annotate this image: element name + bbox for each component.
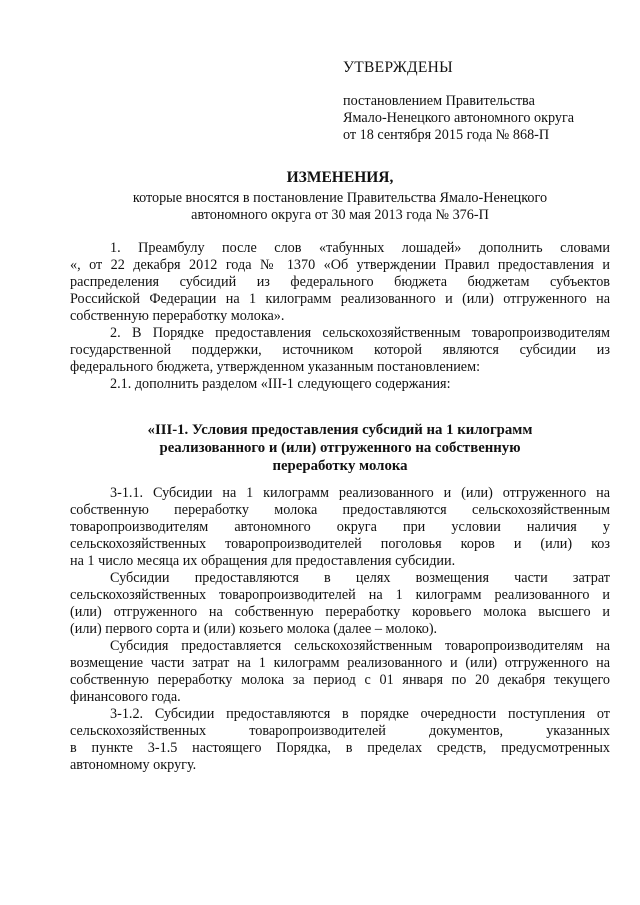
section-title	[70, 421, 610, 475]
document-subtitle	[70, 190, 610, 224]
paragraph-line: возмещение части затрат на 1 килограмм реализованного и (или) отгруженного на	[70, 655, 610, 671]
paragraph-line: автономному округу.	[70, 757, 197, 773]
subtitle-line: которые вносятся в постановление Правительства Ямало-Ненецкого	[132, 190, 548, 206]
paragraph-line: сельскохозяйственных товаропроизводителей документов, указанных	[70, 723, 610, 739]
approval-heading: УТВЕРЖДЕНЫ	[343, 59, 453, 76]
paragraph-line: товаропроизводителям автономного округа при условии наличия у	[70, 519, 610, 535]
paragraph-line: (или) отгруженного на собственную переработку коровьего молока высшего и	[70, 604, 610, 620]
paragraph-line: «, от 22 декабря 2012 года № 1370 «Об утверждении Правил предоставления и	[70, 257, 610, 273]
subtitle-line: автономного округа от 30 мая 2013 года № 376-П	[191, 207, 489, 223]
approval-line: Ямало-Ненецкого автономного округа	[343, 110, 575, 126]
paragraph-line: 3-1.1. Субсидии на 1 килограмм реализованного и (или) отгруженного на	[110, 485, 610, 501]
intro-block	[70, 240, 610, 393]
approval-block	[343, 58, 613, 144]
approval-line: постановлением Правительства	[343, 93, 535, 109]
paragraph-line: 2.1. дополнить разделом «III-1 следующего содержания:	[110, 376, 451, 392]
section-title-line: переработку молока	[272, 458, 408, 474]
paragraph-line: распределения субсидий из федерального бюджета бюджетам субъектов	[70, 274, 610, 290]
paragraph-line: федерального бюджета, утвержденном указанным постановлением:	[70, 359, 481, 375]
paragraph-line: Российской Федерации на 1 килограмм реализованного и (или) отгруженного на	[70, 291, 610, 307]
paragraph-line: собственную переработку молока предоставляются сельскохозяйственным	[70, 502, 610, 518]
paragraph-line: 2. В Порядке предоставления сельскохозяйственным товаропроизводителям	[110, 325, 610, 341]
paragraph-line: (или) первого сорта и (или) козьего молока (далее – молоко).	[70, 621, 438, 637]
document-title: ИЗМЕНЕНИЯ,	[286, 169, 394, 186]
paragraph-line: сельскохозяйственных товаропроизводителей поголовья коров и (или) коз	[70, 536, 610, 552]
paragraph-line: собственную переработку молока».	[70, 308, 285, 324]
paragraph-line: 3-1.2. Субсидии предоставляются в порядке очередности поступления от	[110, 706, 610, 722]
section-title-line: реализованного и (или) отгруженного на собственную	[159, 440, 521, 456]
paragraph-line: Субсидия предоставляется сельскохозяйственным товаропроизводителям на	[110, 638, 610, 654]
section-title-line: «III-1. Условия предоставления субсидий на 1 килограмм	[147, 422, 533, 438]
paragraph-line: финансового года.	[70, 689, 181, 705]
clauses-block	[70, 485, 610, 774]
paragraph-line: 1. Преамбулу после слов «табунных лошадей» дополнить словами	[110, 240, 610, 256]
paragraph-line: в пункте 3-1.5 настоящего Порядка, в пределах средств, предусмотренных	[70, 740, 610, 756]
approval-line: от 18 сентября 2015 года № 868-П	[343, 127, 550, 143]
paragraph-line: государственной поддержки, источником которой являются субсидии из	[70, 342, 610, 358]
paragraph-line: на 1 число месяца их обращения для предоставления субсидии.	[70, 553, 456, 569]
paragraph-line: собственную переработку молока за период с 01 января по 20 декабря текущего	[70, 672, 610, 688]
paragraph-line: сельскохозяйственных товаропроизводителей на 1 килограмм реализованного и	[70, 587, 610, 603]
paragraph-line: Субсидии предоставляются в целях возмещения части затрат	[110, 570, 610, 586]
